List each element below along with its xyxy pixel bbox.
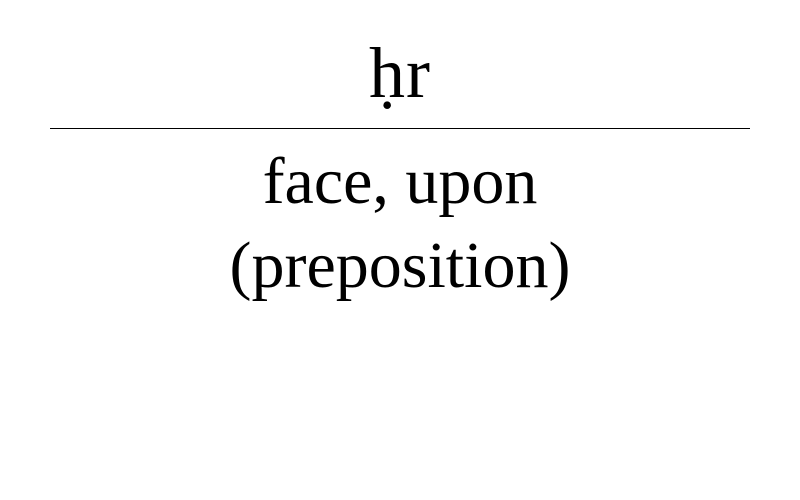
term-heading: ḥr xyxy=(369,33,431,113)
divider-line xyxy=(50,128,750,129)
part-of-speech-text: (preposition) xyxy=(229,229,571,302)
meaning-block xyxy=(0,140,800,308)
gloss-text: face, upon xyxy=(262,145,538,218)
